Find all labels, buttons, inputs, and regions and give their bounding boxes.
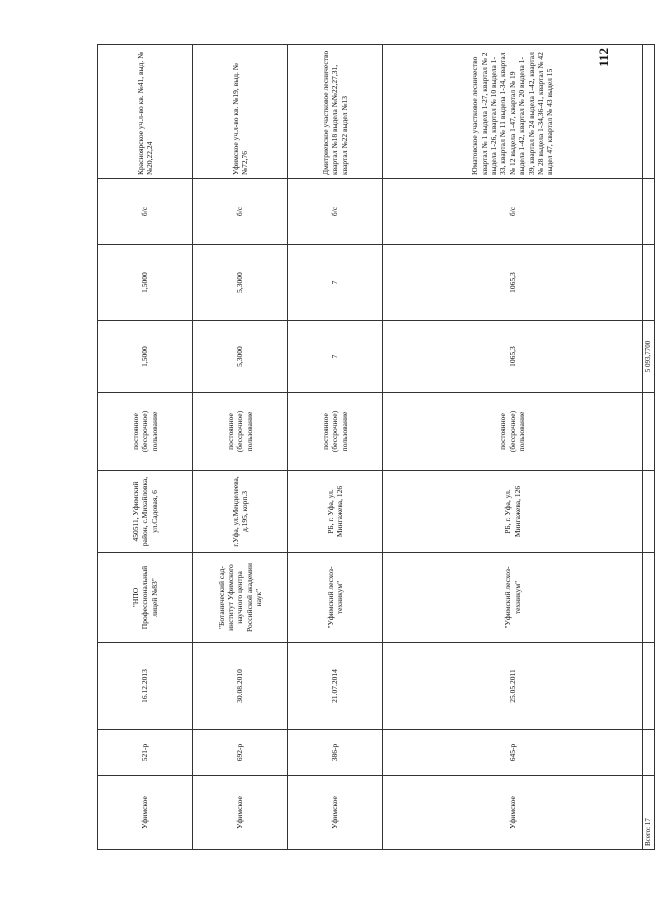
area-sub-cell: 5,3000 [193,245,288,321]
area-total-cell: 1065,3 [383,321,643,393]
total-row [643,45,655,850]
empty-cell [643,245,655,321]
location-cell: Юматовское участковое лесничество квартал № 1 выдела 1-27, квартал № 2 выдела 1-26, квартал № 10 выдела 1-33, квартал № 11 выдела 1-34, квартал № 12 выдела 1-47, квартал № 19 выдела 1-42, квартал № 20 выдела 1-39, квартал № 24 выдела 1-42, квартал № 28 выдела 1-34,36-41, квартал № 42 выдел 47, квартал № 43 выдел 15 [383,45,643,179]
use-right-cell: постоянное (бессрочное) пользование [193,393,288,471]
district-cell: Уфимское [98,776,193,850]
date-cell: 21.07.2014 [288,643,383,730]
empty-cell [643,45,655,179]
area-sub-cell: 1,5000 [98,245,193,321]
address-cell: РБ, г. Уфа, ул. Мингажева, 126 [383,471,643,553]
organization-cell: "Ботанический сад-институт Уфимского научного центра Российской академии наук" [193,553,288,643]
date-cell: 30.08.2010 [193,643,288,730]
area-total-cell: 7 [288,321,383,393]
table-row [193,45,288,850]
area-sub-cell: 1065,3 [383,245,643,321]
organization-cell: "Уфимский лесхоз-техникум" [383,553,643,643]
address-cell: 450511, Уфимский район, с.Михайловка, ул.Садовая, 6 [98,471,193,553]
district-cell: Уфимское [288,776,383,850]
order-number-cell: 645-р [383,730,643,776]
empty-cell [643,553,655,643]
total-label-cell: Всего: 17 [643,776,655,850]
area-sub-cell: 7 [288,245,383,321]
empty-cell [643,643,655,730]
date-cell: 25.05.2011 [383,643,643,730]
order-number-cell: 521-р [98,730,193,776]
empty-cell [643,179,655,245]
table-row [98,45,193,850]
total-area-cell: 5 093,7700 [643,321,655,393]
organization-cell: "Уфимский лесхоз-техникум" [288,553,383,643]
table-row [288,45,383,850]
address-cell: РБ, г. Уфа, ул. Мингажева, 126 [288,471,383,553]
category-cell: б/с [383,179,643,245]
use-right-cell: постоянное (бессрочное) пользование [98,393,193,471]
district-cell: Уфимское [193,776,288,850]
district-cell: Уфимское [383,776,643,850]
category-cell: б/с [98,179,193,245]
use-right-cell: постоянное (бессрочное) пользование [383,393,643,471]
organization-cell: "НПО Профессиональный лицей №83" [98,553,193,643]
location-cell: Уфимское уч.л-во кв. №19, выд. №№72,76 [193,45,288,179]
page-number: 112 [596,48,611,67]
use-right-cell: постоянное (бессрочное) пользование [288,393,383,471]
category-cell: б/с [193,179,288,245]
date-cell: 16.12.2013 [98,643,193,730]
table-row [383,45,643,850]
area-total-cell: 5,3000 [193,321,288,393]
area-total-cell: 1,5000 [98,321,193,393]
empty-cell [643,730,655,776]
order-number-cell: 692-р [193,730,288,776]
location-cell: Дмитриевское участковое лесничество квартал №18 выдела №№22,27,31, квартал №22 выдел №13 [288,45,383,179]
location-cell: Красноярское уч.л-во кв. №41, выд. №№20,22,24 [98,45,193,179]
order-number-cell: 386-р [288,730,383,776]
category-cell: б/с [288,179,383,245]
address-cell: г.Уфа, ул.Менделеева, д.195, корп.3 [193,471,288,553]
registry-table [97,44,655,850]
empty-cell [643,393,655,471]
empty-cell [643,471,655,553]
